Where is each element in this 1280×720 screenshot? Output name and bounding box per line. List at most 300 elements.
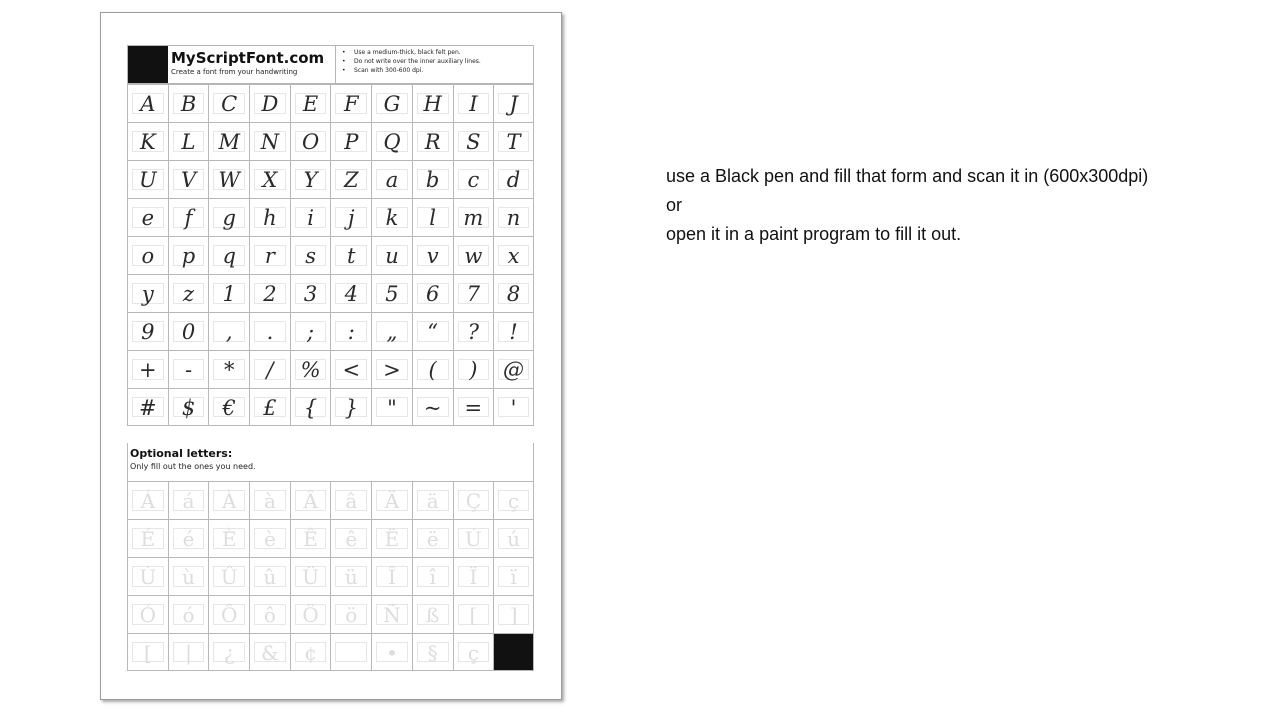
character-cell bbox=[168, 312, 209, 350]
character-cell bbox=[127, 312, 168, 350]
character-cell bbox=[249, 595, 290, 633]
handwritten-glyph: U bbox=[138, 168, 157, 192]
handwritten-glyph: h bbox=[263, 206, 277, 230]
character-cell bbox=[412, 312, 453, 350]
character-cell bbox=[127, 350, 168, 388]
character-cell bbox=[127, 388, 168, 426]
character-cell bbox=[208, 633, 249, 671]
handwritten-glyph: , bbox=[225, 320, 233, 344]
character-cell bbox=[371, 312, 412, 350]
handwritten-glyph: Â bbox=[303, 489, 318, 513]
character-cell bbox=[290, 312, 331, 350]
handwritten-glyph: K bbox=[139, 130, 156, 154]
character-cell bbox=[453, 519, 494, 557]
handwritten-glyph: { bbox=[303, 396, 318, 420]
handwritten-glyph: ß bbox=[425, 603, 440, 627]
character-cell bbox=[208, 595, 249, 633]
handwritten-glyph: ) bbox=[469, 358, 478, 382]
handwritten-glyph: G bbox=[383, 92, 401, 116]
character-cell bbox=[453, 122, 494, 160]
character-cell bbox=[493, 350, 534, 388]
handwritten-glyph: Ú bbox=[464, 527, 482, 551]
handwritten-glyph: 4 bbox=[344, 282, 358, 306]
character-cell bbox=[290, 388, 331, 426]
instruction-item: • Do not write over the inner auxiliary lines. bbox=[342, 57, 481, 66]
character-cell bbox=[290, 350, 331, 388]
character-cell bbox=[290, 274, 331, 312]
handwritten-glyph: V bbox=[180, 168, 197, 192]
character-cell bbox=[412, 84, 453, 122]
handwritten-glyph: k bbox=[385, 206, 399, 230]
grid-row bbox=[127, 198, 534, 236]
handwritten-glyph: Ô bbox=[221, 603, 238, 627]
character-cell bbox=[290, 481, 331, 519]
character-cell bbox=[493, 519, 534, 557]
character-cell bbox=[412, 557, 453, 595]
handwritten-glyph: à bbox=[263, 489, 276, 513]
character-cell bbox=[371, 274, 412, 312]
character-cell bbox=[371, 633, 412, 671]
character-cell bbox=[493, 595, 534, 633]
form-instructions bbox=[342, 48, 481, 75]
character-cell bbox=[493, 160, 534, 198]
handwritten-glyph: ~ bbox=[423, 396, 442, 420]
character-cell bbox=[412, 236, 453, 274]
character-cell bbox=[168, 198, 209, 236]
handwritten-glyph: Î bbox=[388, 565, 396, 589]
character-cell bbox=[453, 236, 494, 274]
character-grid bbox=[127, 84, 534, 426]
handwritten-glyph: Ä bbox=[384, 489, 400, 513]
handwritten-glyph: n bbox=[506, 206, 521, 230]
handwritten-glyph: û bbox=[263, 565, 277, 589]
handwritten-glyph: Ê bbox=[303, 527, 318, 551]
handwritten-glyph: N bbox=[260, 130, 280, 154]
handwritten-glyph: ï bbox=[510, 565, 517, 589]
character-cell bbox=[249, 274, 290, 312]
handwritten-glyph: £ bbox=[263, 396, 277, 420]
character-cell bbox=[249, 84, 290, 122]
character-cell bbox=[208, 274, 249, 312]
handwritten-glyph: 7 bbox=[466, 282, 481, 306]
character-cell bbox=[330, 633, 371, 671]
handwritten-glyph: ö bbox=[345, 603, 358, 627]
handwritten-glyph: p bbox=[181, 244, 196, 268]
handwritten-glyph: Ü bbox=[302, 565, 320, 589]
handwritten-glyph: O bbox=[301, 130, 320, 154]
character-cell bbox=[453, 633, 494, 671]
character-cell bbox=[330, 274, 371, 312]
handwritten-glyph: R bbox=[424, 130, 441, 154]
character-cell bbox=[249, 160, 290, 198]
handwritten-glyph: Ù bbox=[139, 565, 157, 589]
character-cell bbox=[330, 595, 371, 633]
character-cell bbox=[208, 236, 249, 274]
registration-mark-bottom-right bbox=[493, 633, 534, 671]
character-cell bbox=[330, 198, 371, 236]
handwritten-glyph: 3 bbox=[303, 282, 318, 306]
character-cell bbox=[168, 160, 209, 198]
handwritten-glyph: t bbox=[347, 244, 356, 268]
handwritten-glyph: Q bbox=[383, 130, 401, 154]
character-cell bbox=[412, 198, 453, 236]
character-cell bbox=[493, 557, 534, 595]
handwritten-glyph: Z bbox=[343, 168, 359, 192]
character-cell bbox=[290, 633, 331, 671]
handwritten-glyph: $ bbox=[181, 396, 196, 420]
handwriting-form-sheet bbox=[100, 12, 562, 700]
instruction-line: open it in a paint program to fill it out. bbox=[666, 224, 962, 244]
grid-row bbox=[127, 274, 534, 312]
handwritten-glyph: i bbox=[307, 206, 314, 230]
instruction-line: use a Black pen and fill that form and scan it in (600x300dpi) bbox=[666, 166, 1149, 186]
handwritten-glyph: % bbox=[300, 358, 321, 382]
character-cell bbox=[330, 312, 371, 350]
character-cell bbox=[127, 122, 168, 160]
character-cell bbox=[412, 481, 453, 519]
handwritten-glyph: ' bbox=[510, 396, 517, 420]
handwritten-glyph: Ó bbox=[139, 603, 157, 627]
form-header bbox=[127, 45, 534, 84]
handwritten-glyph: ê bbox=[345, 527, 358, 551]
character-cell bbox=[168, 633, 209, 671]
handwritten-glyph: | bbox=[185, 641, 192, 665]
character-cell bbox=[371, 122, 412, 160]
character-cell bbox=[330, 557, 371, 595]
handwritten-glyph: ë bbox=[426, 527, 439, 551]
character-cell bbox=[208, 519, 249, 557]
handwritten-glyph: B bbox=[180, 92, 197, 116]
character-cell bbox=[290, 160, 331, 198]
character-cell bbox=[290, 122, 331, 160]
handwritten-glyph: / bbox=[266, 358, 274, 382]
character-cell bbox=[453, 198, 494, 236]
handwritten-glyph: I bbox=[469, 92, 478, 116]
handwritten-glyph: É bbox=[140, 527, 156, 551]
handwritten-glyph: ! bbox=[509, 320, 518, 344]
grid-row bbox=[127, 595, 534, 633]
header-divider bbox=[335, 46, 336, 83]
handwritten-glyph: Á bbox=[140, 489, 156, 513]
character-cell bbox=[412, 122, 453, 160]
handwritten-glyph: Ö bbox=[302, 603, 319, 627]
handwritten-glyph: ç bbox=[507, 489, 520, 513]
handwritten-glyph: ¢ bbox=[304, 641, 317, 665]
grid-row bbox=[127, 350, 534, 388]
character-cell bbox=[290, 519, 331, 557]
handwritten-glyph: J bbox=[509, 92, 518, 116]
handwritten-glyph: [ bbox=[469, 603, 478, 627]
handwritten-glyph: T bbox=[506, 130, 521, 154]
character-cell bbox=[127, 274, 168, 312]
character-cell bbox=[330, 388, 371, 426]
character-cell bbox=[249, 519, 290, 557]
character-cell bbox=[127, 236, 168, 274]
grid-row bbox=[127, 236, 534, 274]
registration-mark-top-left bbox=[128, 46, 168, 83]
handwritten-glyph: ó bbox=[182, 603, 195, 627]
character-cell bbox=[493, 312, 534, 350]
grid-row bbox=[127, 481, 534, 519]
handwritten-glyph: q bbox=[222, 244, 236, 268]
handwritten-glyph: ? bbox=[467, 320, 479, 344]
handwritten-glyph: A bbox=[140, 92, 156, 116]
character-cell bbox=[330, 350, 371, 388]
handwritten-glyph: # bbox=[139, 396, 157, 420]
handwritten-glyph: Û bbox=[220, 565, 238, 589]
grid-row bbox=[127, 633, 534, 671]
handwritten-glyph: & bbox=[261, 641, 279, 665]
character-cell bbox=[208, 481, 249, 519]
character-cell bbox=[453, 274, 494, 312]
character-cell bbox=[412, 633, 453, 671]
handwritten-glyph: " bbox=[387, 396, 397, 420]
character-cell bbox=[453, 160, 494, 198]
form-title: MyScriptFont.com bbox=[171, 49, 325, 67]
character-cell bbox=[371, 350, 412, 388]
handwritten-glyph: l bbox=[429, 206, 437, 230]
handwritten-glyph: M bbox=[218, 130, 240, 154]
optional-letters-title: Optional letters: bbox=[130, 447, 233, 460]
character-cell bbox=[168, 519, 209, 557]
handwritten-glyph: ( bbox=[428, 358, 437, 382]
handwritten-glyph: ä bbox=[426, 489, 439, 513]
optional-character-grid bbox=[127, 481, 534, 671]
character-cell bbox=[330, 84, 371, 122]
character-cell bbox=[249, 236, 290, 274]
character-cell bbox=[453, 350, 494, 388]
handwritten-glyph: C bbox=[221, 92, 238, 116]
handwritten-glyph: “ bbox=[427, 320, 439, 344]
character-cell bbox=[330, 481, 371, 519]
character-cell bbox=[168, 236, 209, 274]
handwritten-glyph: P bbox=[344, 130, 359, 154]
character-cell bbox=[412, 350, 453, 388]
character-cell bbox=[249, 633, 290, 671]
handwritten-glyph: s bbox=[305, 244, 316, 268]
grid-row bbox=[127, 312, 534, 350]
handwritten-glyph: ú bbox=[507, 527, 520, 551]
handwritten-glyph: 6 bbox=[425, 282, 440, 306]
character-cell bbox=[208, 388, 249, 426]
handwritten-glyph: H bbox=[423, 92, 442, 116]
character-cell bbox=[127, 84, 168, 122]
handwritten-glyph: 1 bbox=[222, 282, 236, 306]
character-cell bbox=[453, 481, 494, 519]
character-cell bbox=[493, 481, 534, 519]
character-cell bbox=[290, 236, 331, 274]
character-cell bbox=[168, 84, 209, 122]
handwritten-glyph: a bbox=[385, 168, 399, 192]
character-cell bbox=[290, 557, 331, 595]
handwritten-glyph: : bbox=[347, 320, 355, 344]
character-cell bbox=[330, 122, 371, 160]
handwritten-glyph: - bbox=[184, 358, 193, 382]
character-cell bbox=[168, 388, 209, 426]
instruction-item: • Scan with 300-600 dpi. bbox=[342, 66, 481, 75]
handwritten-glyph: > bbox=[383, 358, 401, 382]
handwritten-glyph: È bbox=[221, 527, 237, 551]
handwritten-glyph: 0 bbox=[181, 320, 196, 344]
handwritten-glyph: + bbox=[139, 358, 157, 382]
character-cell bbox=[168, 595, 209, 633]
character-cell bbox=[290, 198, 331, 236]
character-cell bbox=[330, 236, 371, 274]
handwritten-glyph: ç bbox=[467, 641, 479, 665]
character-cell bbox=[412, 388, 453, 426]
handwritten-glyph: „ bbox=[386, 320, 398, 344]
handwritten-glyph: . bbox=[266, 320, 274, 344]
handwritten-glyph: Ç bbox=[465, 489, 481, 513]
handwritten-glyph: Ï bbox=[469, 565, 478, 589]
handwritten-glyph: € bbox=[222, 396, 236, 420]
handwritten-glyph: < bbox=[342, 358, 361, 382]
grid-row bbox=[127, 557, 534, 595]
character-cell bbox=[249, 312, 290, 350]
character-cell bbox=[371, 84, 412, 122]
grid-row bbox=[127, 160, 534, 198]
character-cell bbox=[127, 557, 168, 595]
auxiliary-guide-box bbox=[335, 642, 367, 662]
character-cell bbox=[127, 633, 168, 671]
character-cell bbox=[371, 481, 412, 519]
handwritten-glyph: Ë bbox=[384, 527, 400, 551]
handwritten-glyph: x bbox=[507, 244, 520, 268]
handwritten-glyph: = bbox=[464, 396, 483, 420]
character-cell bbox=[208, 557, 249, 595]
character-cell bbox=[249, 557, 290, 595]
handwritten-glyph: b bbox=[425, 168, 440, 192]
handwritten-glyph: w bbox=[464, 244, 483, 268]
character-cell bbox=[208, 312, 249, 350]
grid-row bbox=[127, 388, 534, 426]
handwritten-glyph: á bbox=[182, 489, 195, 513]
handwritten-glyph: @ bbox=[503, 358, 525, 382]
character-cell bbox=[208, 198, 249, 236]
character-cell bbox=[412, 274, 453, 312]
handwritten-glyph: 2 bbox=[263, 282, 277, 306]
character-cell bbox=[493, 84, 534, 122]
character-cell bbox=[371, 557, 412, 595]
character-cell bbox=[412, 595, 453, 633]
character-cell bbox=[371, 595, 412, 633]
character-cell bbox=[290, 595, 331, 633]
character-cell bbox=[249, 198, 290, 236]
handwritten-glyph: 8 bbox=[506, 282, 521, 306]
grid-row bbox=[127, 84, 534, 122]
character-cell bbox=[493, 236, 534, 274]
handwritten-glyph: S bbox=[466, 130, 481, 154]
handwritten-glyph: } bbox=[344, 396, 358, 420]
character-cell bbox=[371, 236, 412, 274]
handwritten-glyph: î bbox=[429, 565, 436, 589]
optional-letters-note: Only fill out the ones you need. bbox=[130, 462, 256, 471]
character-cell bbox=[453, 595, 494, 633]
character-cell bbox=[127, 198, 168, 236]
optional-letters-section bbox=[127, 443, 534, 481]
handwritten-glyph: Y bbox=[303, 168, 318, 192]
handwritten-glyph: 5 bbox=[385, 282, 399, 306]
handwritten-glyph: ü bbox=[344, 565, 358, 589]
character-cell bbox=[208, 84, 249, 122]
character-cell bbox=[493, 198, 534, 236]
character-cell bbox=[127, 160, 168, 198]
handwritten-glyph: [ bbox=[143, 641, 152, 665]
handwritten-glyph: D bbox=[261, 92, 279, 116]
character-cell bbox=[249, 388, 290, 426]
handwritten-glyph: j bbox=[348, 206, 355, 230]
character-cell bbox=[330, 519, 371, 557]
brand bbox=[171, 50, 333, 77]
character-cell bbox=[127, 595, 168, 633]
instruction-text bbox=[666, 162, 1266, 249]
instruction-item: • Use a medium-thick, black felt pen. bbox=[342, 48, 481, 57]
handwritten-glyph: y bbox=[141, 282, 154, 306]
character-cell bbox=[249, 350, 290, 388]
handwritten-glyph: ¿ bbox=[223, 641, 235, 665]
character-cell bbox=[371, 198, 412, 236]
character-cell bbox=[127, 519, 168, 557]
handwritten-glyph: g bbox=[222, 206, 236, 230]
handwritten-glyph: ; bbox=[307, 320, 315, 344]
grid-row bbox=[127, 122, 534, 160]
handwritten-glyph: X bbox=[262, 168, 278, 192]
handwritten-glyph: v bbox=[426, 244, 439, 268]
handwritten-glyph: À bbox=[221, 489, 237, 513]
grid-row bbox=[127, 519, 534, 557]
character-cell bbox=[493, 388, 534, 426]
handwritten-glyph: W bbox=[218, 168, 241, 192]
handwritten-glyph: ô bbox=[263, 603, 276, 627]
character-cell bbox=[412, 519, 453, 557]
handwritten-glyph: * bbox=[223, 358, 235, 382]
character-cell bbox=[412, 160, 453, 198]
handwritten-glyph: Ñ bbox=[383, 603, 401, 627]
character-cell bbox=[168, 122, 209, 160]
character-cell bbox=[208, 122, 249, 160]
character-cell bbox=[168, 274, 209, 312]
handwritten-glyph: 9 bbox=[141, 320, 155, 344]
character-cell bbox=[453, 557, 494, 595]
handwritten-glyph: • bbox=[386, 641, 398, 665]
character-cell bbox=[330, 160, 371, 198]
handwritten-glyph: § bbox=[427, 641, 438, 665]
handwritten-glyph: F bbox=[343, 92, 359, 116]
character-cell bbox=[493, 122, 534, 160]
character-cell bbox=[453, 388, 494, 426]
handwritten-glyph: u bbox=[385, 244, 399, 268]
character-cell bbox=[249, 481, 290, 519]
handwritten-glyph: ù bbox=[182, 565, 195, 589]
instruction-line: or bbox=[666, 195, 683, 215]
handwritten-glyph: f bbox=[184, 206, 193, 230]
handwritten-glyph: c bbox=[467, 168, 480, 192]
character-cell bbox=[249, 122, 290, 160]
handwritten-glyph: m bbox=[463, 206, 484, 230]
handwritten-glyph: è bbox=[263, 527, 276, 551]
handwritten-glyph: ] bbox=[509, 603, 518, 627]
character-cell bbox=[168, 350, 209, 388]
handwritten-glyph: d bbox=[506, 168, 521, 192]
character-cell bbox=[168, 481, 209, 519]
handwritten-glyph: o bbox=[141, 244, 155, 268]
character-cell bbox=[208, 350, 249, 388]
handwritten-glyph: L bbox=[181, 130, 196, 154]
character-cell bbox=[453, 84, 494, 122]
handwritten-glyph: E bbox=[302, 92, 319, 116]
character-cell bbox=[371, 160, 412, 198]
character-cell bbox=[208, 160, 249, 198]
